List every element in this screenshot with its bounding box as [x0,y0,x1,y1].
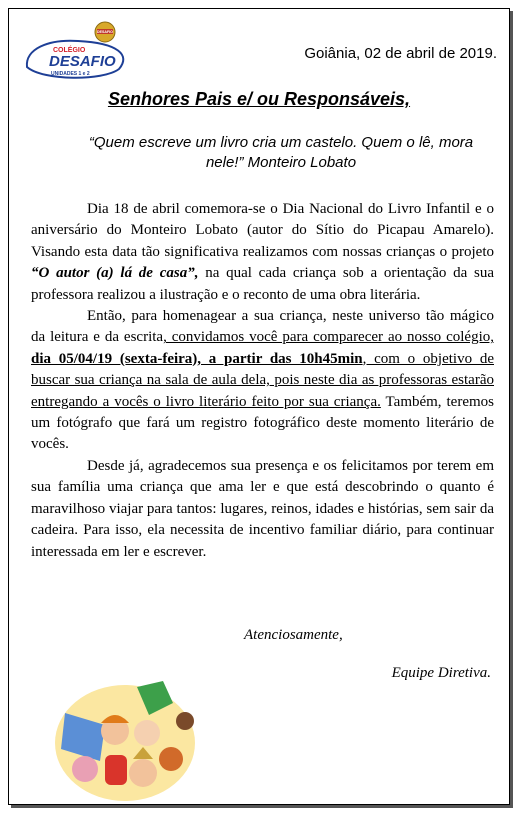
closing: Atenciosamente, [244,627,343,643]
paragraph-1 [31,199,494,306]
paragraph-3: Desde já, agradecemos sua presença e os felicitamos por terem em sua família uma criança que ama ler e que está descobrindo o quanto é maravilhoso viajar para tantos: lugares, reinos, idades e histórias, sem sair da cadeira. Para isso, ela necessita de incentivo familiar diário, para continuar interessada em ler e escrever. [31,457,494,560]
letter-heading: Senhores Pais e/ ou Responsáveis, [107,89,411,109]
letter-body [31,199,494,563]
logo-subtitle: UNIDADES 1 e 2 [51,71,90,77]
event-purpose: , com o objetivo de buscar sua criança na sala de aula dela, pois neste dia as professoras estarão entregando a vocês o livro literário feito por sua criança. [31,350,494,410]
character-boy [129,759,157,787]
quote-line-1: “Quem escreve um livro cria um castelo. Quem o lê, mora [88,134,474,151]
paragraph-2 [31,306,494,456]
photographer-note: Também, teremos um fotógrafo que fará um registro fotográfico deste momento literário de vocês. [31,393,494,453]
logo-name: DESAFIO [49,53,116,70]
character-doll [105,755,127,785]
cartoon-characters-illustration [45,673,205,805]
character-grandma [134,720,160,746]
logo-badge-text: DESAFIO [97,30,113,35]
signature: Equipe Diretiva. [391,665,491,681]
logo-small-text: COLÉGIO [53,47,86,54]
character-donkey [159,747,183,771]
paragraph-2-text: Então, para homenagear a sua criança, neste universo tão mágico da leitura e da escrita [31,308,494,346]
letter-page [8,8,510,805]
invitation-text: , convidamos você para comparecer ao nosso colégio, [163,329,494,346]
epigraph-quote [69,133,493,173]
school-logo [23,19,135,81]
project-name: “O autor (a) lá de casa”, [31,265,199,282]
quote-line-2: nele!” Monteiro Lobato [205,154,357,171]
character-pig [72,756,98,782]
letter-date: Goiânia, 02 de abril de 2019. [304,45,497,62]
character-corncob [176,712,194,730]
paragraph-1-text: Dia 18 de abril comemora-se o Dia Nacional do Livro Infantil e o aniversário do Monteiro Lobato (autor do Sítio do Picapau Amarelo). Visando esta data tão significativa realizamos com nossas crianças o projeto [31,201,494,260]
paragraph-1-text-end: na qual cada criança sob a orientação da sua professora realizou a ilustração e o reconto de uma obra literária. [31,265,494,303]
event-date-time: dia 05/04/19 (sexta-feira), a partir das 10h45min [31,350,363,367]
